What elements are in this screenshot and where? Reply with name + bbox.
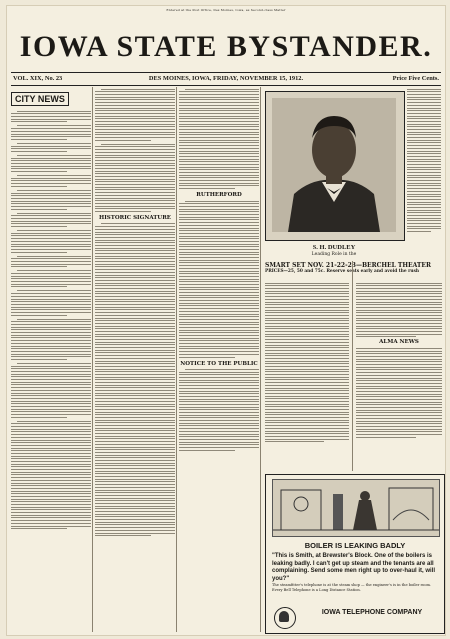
boiler-room-illustration [273, 480, 439, 536]
column-3 [179, 87, 259, 632]
text-block [11, 319, 91, 360]
column-rule [260, 87, 261, 632]
text-block [179, 369, 259, 451]
advertisement-illustration [272, 479, 440, 537]
bell-icon [274, 607, 296, 629]
text-block [179, 89, 259, 189]
text-block [11, 111, 91, 123]
column-1 [11, 87, 91, 632]
portrait-photo [272, 98, 396, 232]
advertisement-body: "This is Smith, at Brewster's Block. One of the boilers is leaking badly. I can't get up steam and the tenants are all complaining. Send some men right up to over-haul it, will you?" [272, 553, 436, 582]
column-rule [176, 87, 177, 632]
price: Price Five Cents. [392, 75, 439, 82]
alma-news-heading: ALMA NEWS [379, 339, 419, 346]
feature-headline-sub: PRICES—25, 50 and 75c. Reserve seats early and avoid the rush [265, 269, 419, 274]
section-heading: NOTICE TO THE PUBLIC [180, 360, 258, 367]
text-block [95, 223, 175, 536]
telephone-advertisement [265, 474, 445, 634]
text-block [11, 290, 91, 315]
volume-number: VOL. XIX, No. 23 [13, 75, 63, 82]
column-rule [92, 87, 93, 632]
column-rule [352, 261, 353, 471]
city-news-header: CITY NEWS [11, 92, 69, 106]
column-4-lower [265, 281, 349, 471]
text-block [11, 175, 91, 187]
text-block [11, 256, 91, 268]
column-2 [95, 87, 175, 632]
column-5-lower [356, 281, 442, 471]
portrait-caption-name: S. H. DUDLEY [312, 244, 356, 251]
portrait-frame [265, 91, 405, 241]
advertisement-small-print: The steamfitter's telephone is at the steam shop — the engineer's is in the boiler room. Every Bell Telephone is a Long Distance Station. [272, 583, 432, 592]
text-block [11, 190, 91, 210]
text-block [11, 230, 91, 253]
text-block [179, 201, 259, 358]
registration-notice: Entered at the Post Office, Des Moines, Iowa, as Second-class Matter [166, 8, 286, 12]
feature-headline [265, 262, 441, 275]
section-heading: RUTHERFORD [196, 192, 242, 199]
text-block [11, 125, 91, 139]
masthead-title: IOWA STATE BYSTANDER. [19, 30, 433, 63]
place-date: DES MOINES, IOWA, FRIDAY, NOVEMBER 15, 1912. [148, 75, 304, 82]
advertiser-name: IOWA TELEPHONE COMPANY [321, 609, 423, 616]
portrait-illustration [272, 98, 396, 232]
text-block [95, 89, 175, 141]
text-block [11, 270, 91, 287]
portrait-caption-sub: Leading Role in the [311, 252, 357, 257]
text-block [11, 421, 91, 530]
dateline [11, 72, 441, 86]
column-5-top [407, 87, 441, 257]
section-heading: HISTORIC SIGNATURE [99, 214, 171, 221]
feature-headline-main: SMART SET NOV. 21-22-23—BERCHEL THEATER [265, 262, 431, 269]
newspaper-page [6, 5, 446, 636]
text-block [95, 144, 175, 212]
advertisement-heading: BOILER IS LEAKING BADLY [304, 541, 406, 550]
text-block [11, 363, 91, 418]
text-block [11, 213, 91, 227]
text-block [11, 143, 91, 152]
text-block [11, 155, 91, 172]
